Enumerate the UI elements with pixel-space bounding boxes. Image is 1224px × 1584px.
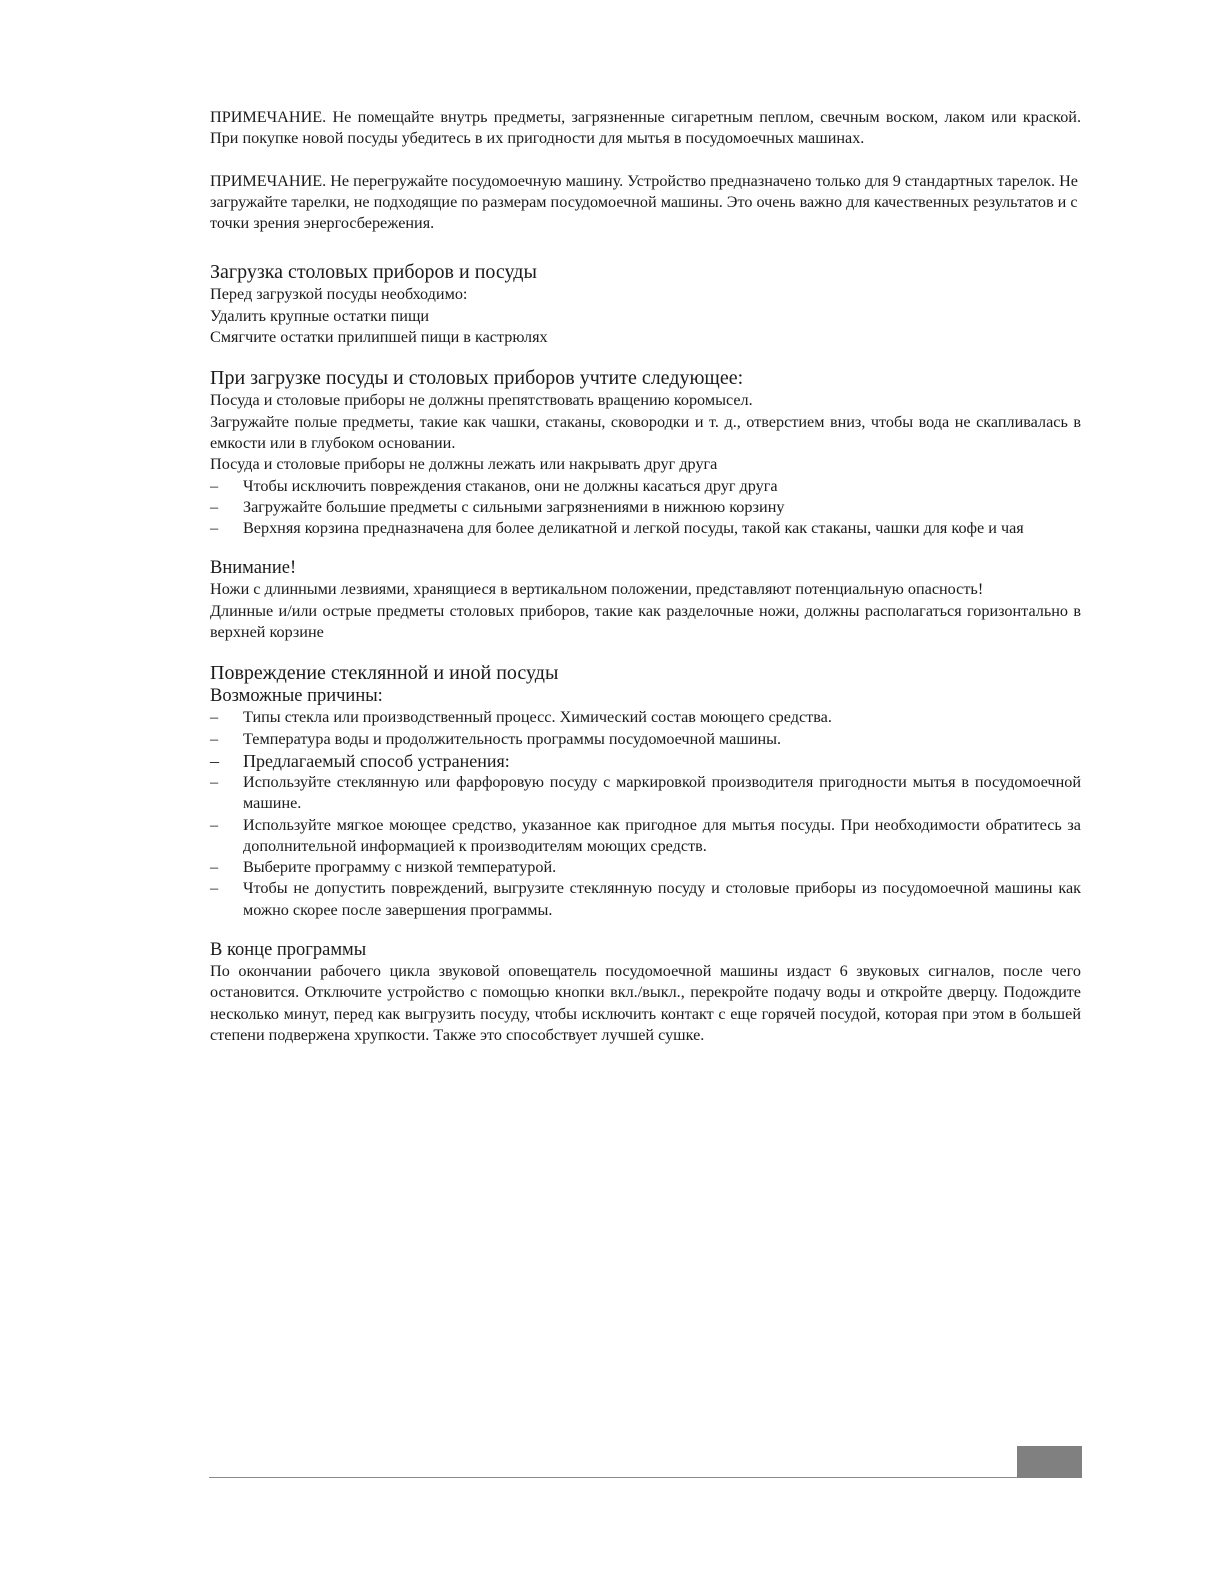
list-item: – Типы стекла или производственный процесс. Химический состав моющего средства. [210,707,1081,728]
dash-bullet: – [210,497,219,516]
dash-bullet: – [210,879,219,898]
consider-paragraph: Посуда и столовые приборы не должны лежать или накрывать друг друга [210,455,718,474]
list-item: – Выберите программу с низкой температурой. [210,857,1081,878]
list-item: – Чтобы не допустить повреждений, выгрузите стеклянную посуду и столовые приборы из посудомоечной машины как можно скорее после завершения программы. [210,879,1081,919]
dash-bullet: – [210,815,219,834]
consider-list [210,476,1081,540]
consider-paragraph: Посуда и столовые приборы не должны препятствовать вращению коромысел. [210,391,753,410]
list-item: – Используйте мягкое моющее средство, указанное как пригодное для мытья посуды. При необходимости обратитесь за дополнительной информацией к производителям моющих средств. [210,815,1081,855]
loading-line: Смягчите остатки прилипшей пищи в кастрюлях [210,328,548,347]
footer-rule [209,1477,1017,1478]
note-contamination: ПРИМЕЧАНИЕ. Не помещайте внутрь предметы, загрязненные сигаретным пеплом, свечным воском, лаком или краской. При покупке новой посуды убедитесь в их пригодности для мытья в посудомоечных машинах. [210,108,1081,148]
list-item: – Верхняя корзина предназначена для более деликатной и легкой посуды, такой как стаканы, чашки для кофе и чая [210,518,1081,539]
list-item: – Предлагаемый способ устранения: [210,750,510,771]
warning-paragraph: Ножи с длинными лезвиями, хранящиеся в вертикальном положении, представляют потенциальную опасность! [210,580,984,599]
dash-bullet: – [210,476,219,495]
section-title-end: В конце программы [210,940,367,961]
end-paragraph: По окончании рабочего цикла звуковой оповещатель посудомоечной машины издаст 6 звуковых сигналов, после чего остановится. Отключите устройство с помощью кнопки вкл./выкл., перекройте подачу воды и откройте дверцу. Подождите несколько минут, перед как выгрузить посуду, чтобы исключить контакт с еще горячей посудой, которая при этом в большей степени подвержена хрупкости. Также это способствует лучшей сушке. [210,962,1081,1044]
list-item: – Загружайте большие предметы с сильными загрязнениями в нижнюю корзину [210,497,1081,518]
dash-bullet: – [210,858,219,877]
dash-bullet: – [210,750,219,771]
dash-bullet: – [210,519,219,538]
consider-paragraph: Загружайте полые предметы, такие как чашки, стаканы, сковородки и т. д., отверстием вниз, чтобы вода не скапливалась в емкости или в глубоком основании. [210,412,1081,452]
dash-bullet: – [210,772,219,791]
note-overload: ПРИМЕЧАНИЕ. Не перегружайте посудомоечную машину. Устройство предназначено только для 9 стандартных тарелок. Не загружайте тарелки, не подходящие по размерам посудомоечной машины. Это очень важно для качественных результатов и с точки зрения энергосбережения. [210,171,1078,233]
dash-bullet: – [210,729,219,748]
document-page [210,107,1081,1046]
page-number-tab [1017,1446,1082,1478]
section-title-warning: Внимание! [210,558,297,579]
section-title-damage: Повреждение стеклянной и иной посуды [210,662,559,685]
damage-list [210,707,1081,921]
loading-line: Перед загрузкой посуды необходимо: [210,285,468,304]
list-item: – Используйте стеклянную или фарфоровую посуду с маркировкой производителя пригодности мытья в посудомоечной машине. [210,772,1081,813]
damage-subtitle: Возможные причины: [210,686,383,707]
section-title-consider: При загрузке посуды и столовых приборов учтите следующее: [210,367,744,390]
dash-bullet: – [210,708,219,727]
loading-line: Удалить крупные остатки пищи [210,306,430,325]
warning-paragraph: Длинные и/или острые предметы столовых приборов, такие как разделочные ножи, должны располагаться горизонтально в верхней корзине [210,601,1081,642]
list-item: – Температура воды и продолжительность программы посудомоечной машины. [210,729,1081,750]
list-item: – Чтобы исключить повреждения стаканов, они не должны касаться друг друга [210,476,1081,497]
section-title-loading: Загрузка столовых приборов и посуды [210,261,537,284]
